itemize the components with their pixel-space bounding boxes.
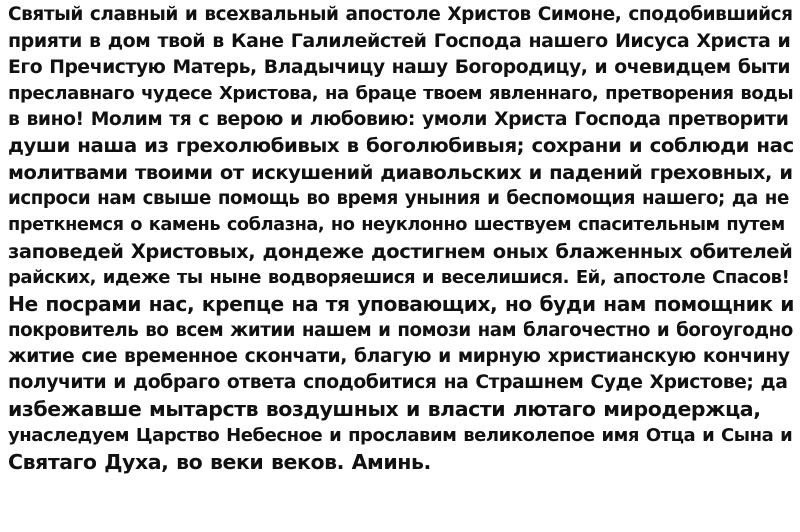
prayer-line: Святаго Духа, во веки веков. Аминь. (8, 450, 431, 475)
prayer-line: преславнаго чудесе Христова, на браце твоем явленнаго, претворения воды (8, 82, 794, 104)
prayer-line: райских, идеже ты ныне водворяешися и веселишися. Ей, апостоле Спасов! (8, 266, 790, 288)
prayer-line: преткнемся о камень соблазна, но неуклонно шествуем спасительным путем (8, 215, 785, 236)
prayer-line: души наша из грехолюбивых в боголюбивыя; сохрани и соблюди нас (8, 134, 794, 158)
prayer-line: получити и добраго ответа сподобитися на Страшнем Суде Христове; да (8, 372, 788, 394)
prayer-line: заповедей Христовых, дондеже достигнем оных блаженных обителей (8, 239, 793, 263)
prayer-line: избежавше мытарств воздушных и власти лютаго миродержца, (8, 397, 761, 422)
prayer-line: Святый славный и всехвальный апостоле Христов Симоне, сподобившийся (8, 4, 793, 25)
prayer-text (8, 2, 794, 475)
prayer-line: испроси нам свыше помощь во время уныния и беспомощия нашего; да не (8, 188, 789, 210)
prayer-line: унаследуем Царство Небесное и прославим великолепое имя Отца и Сына и (8, 424, 793, 446)
prayer-line: покровитель во всем житии нашем и помози нам благочестно и богоугодно (8, 319, 793, 341)
prayer-line: в вино! Молим тя с верою и любовию: умоли Христа Господа претворити (8, 109, 789, 131)
prayer-line: молитвами твоими от искушений диавольских и падений греховных, и (8, 160, 793, 184)
prayer-line: житие сие временное скончати, благую и мирную христианскую кончину (8, 345, 790, 367)
prayer-line: прияти в дом твой в Кане Галилейстей Господа нашего Иисуса Христа и (8, 30, 791, 53)
prayer-line: Его Пречистую Матерь, Владычицу нашу Богородицу, и очевидцем быти (8, 56, 791, 78)
prayer-line: Не посрами нас, крепце на тя уповающих, но буди нам помощник и (8, 292, 794, 317)
